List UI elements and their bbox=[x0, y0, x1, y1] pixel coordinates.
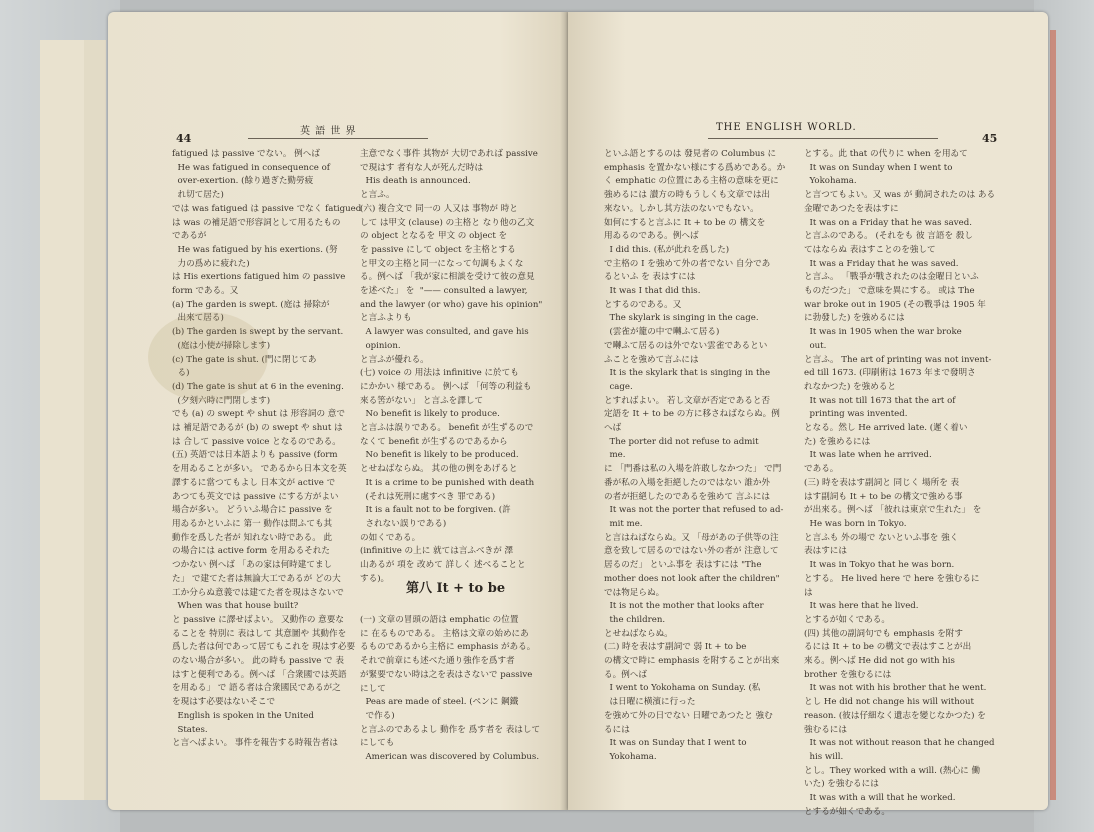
text-line: printing was invented. bbox=[804, 409, 908, 420]
text-line: に勃發した) を強めるには bbox=[804, 313, 905, 324]
text-line: する)。 bbox=[360, 573, 390, 584]
text-line: と言ふよりも bbox=[360, 313, 412, 324]
text-line: とし。They worked with a will. (熱心に 働 bbox=[804, 765, 981, 776]
text-line: とし He did not change his will without bbox=[804, 697, 974, 708]
text-line: He was fatigued by his exertions. (努 bbox=[172, 244, 338, 255]
text-line: It was on a Friday that he was saved. bbox=[804, 217, 972, 228]
text-line: は 補足語であるが (b) の swept や shut は bbox=[172, 423, 343, 434]
text-line: 番が私の入場を拒絕したのではない 誰か外 bbox=[604, 477, 771, 488]
text-line: は bbox=[804, 587, 813, 598]
text-line: 力の爲めに疲れた) bbox=[172, 258, 250, 269]
text-line: 用ゐるのである。例へば bbox=[604, 231, 699, 242]
text-line: It was here that he lived. bbox=[804, 601, 919, 612]
text-line: るといふ を 表はすには bbox=[604, 272, 696, 283]
text-line: reason. (彼は仔細なく遺志を變じなかつた) を bbox=[804, 710, 986, 721]
text-line: opinion. bbox=[360, 340, 401, 351]
book-edge-left-inner bbox=[84, 40, 106, 800]
text-line: と言ふも 外の場で ないといふ事を 強く bbox=[804, 532, 959, 543]
text-line: は was の補足語で形容詞として用るたもの bbox=[172, 217, 341, 228]
text-line: して は甲文 (clause) の主格と なり他の乙文 bbox=[360, 217, 535, 228]
text-line: にかかい 様である。 例へば 「何等の利益も bbox=[360, 381, 532, 392]
text-line: It was I that did this. bbox=[604, 286, 701, 297]
text-line: た) を強めるには bbox=[804, 436, 871, 447]
book-edge-right bbox=[1050, 30, 1056, 800]
text-line: はす副詞も It + to be の構文で強める事 bbox=[804, 491, 963, 502]
text-line: れ切て居た) bbox=[172, 190, 224, 201]
left-page bbox=[108, 12, 568, 810]
text-line: で主格の I を強めて外の者でない 自分であ bbox=[604, 258, 771, 269]
text-line: は日曜に横濱に行った bbox=[604, 697, 696, 708]
text-line: (c) The gate is shut. (門に閉じてあ bbox=[172, 354, 317, 365]
text-line: では was fatigued は passive でなく fatigued bbox=[172, 203, 362, 214]
text-line: It is the skylark that is singing in the bbox=[604, 368, 771, 379]
text-line: (六) 複合文で 同一の 人又は 事物が 時と bbox=[360, 203, 518, 214]
text-line: と言ふ。 The art of printing was not invent- bbox=[804, 354, 992, 365]
text-line: とするのである。又 bbox=[604, 299, 682, 310]
page-number-left: 44 bbox=[176, 132, 192, 145]
text-line: (七) voice の 用法は infinitive に於ても bbox=[360, 368, 519, 379]
text-line: といふ語とするのは 發見者の Columbus に bbox=[604, 149, 777, 159]
text-line: and the lawyer (or who) gave his opinion" bbox=[360, 299, 543, 310]
text-line: It was not till 1673 that the art of bbox=[804, 395, 956, 406]
text-line: を強めて外の日でない 日曜であつたと 強む bbox=[604, 710, 773, 721]
text-line: は His exertions fatigued him の passive bbox=[172, 272, 346, 283]
text-line: over-exertion. (餘り過ぎた勤勞疲 bbox=[172, 176, 314, 187]
text-line: と passive に譯せばよい。 又動作の 意要な bbox=[172, 614, 344, 625]
text-line: (三) 時を表はす副詞と 同じく 場所を 表 bbox=[804, 477, 960, 488]
text-line: と言ふのであるよし 動作を 爲す者を 表はして bbox=[360, 724, 541, 735]
text-line: 場合が多い。 どういふ場合に passive を bbox=[172, 505, 333, 516]
text-line: とするが如くである。 bbox=[804, 614, 890, 625]
text-line: It was in Tokyo that he was born. bbox=[804, 560, 955, 571]
text-line: と言へばよい。 事件を報告する時報告者は bbox=[172, 738, 339, 749]
text-line: It was on Sunday that I went to bbox=[604, 738, 747, 749]
text-line: と言ふのである。 (それをも 彼 言語を 殺し bbox=[804, 231, 973, 242]
text-line: (それは死刑に處すべき 罪である) bbox=[360, 491, 496, 502]
text-line: た」 で建てた者は無論大工であるが どの大 bbox=[172, 573, 341, 584]
text-line: It was late when he arrived. bbox=[804, 450, 932, 461]
text-line: れなかつた) を強めると bbox=[804, 381, 897, 392]
text-line: ふことを強めて言ふには bbox=[604, 354, 699, 365]
text-line: the children. bbox=[604, 614, 666, 625]
text-line: る。例へば bbox=[604, 669, 647, 680]
text-line: とすればよい。 若し文章が否定であると否 bbox=[604, 395, 771, 406]
text-line: 金曜であつたを表はすに bbox=[804, 203, 899, 214]
text-line: の者が拒絕したのであるを強めて 言ふには bbox=[604, 491, 771, 502]
text-line: で囀ふて居るのは外でない雲雀であるとい bbox=[604, 340, 768, 351]
text-line: のない場合が多い。 此の時も passive で 表 bbox=[172, 656, 344, 667]
text-line: と言はねばならぬ。又 「母があの子供等の注 bbox=[604, 532, 779, 543]
text-line: とする。此 that の代りに when を用ゐて bbox=[804, 149, 968, 159]
running-header-left: 英 語 世 界 bbox=[300, 126, 357, 137]
text-line: (infinitive の上に 就ては言ふべきが 澤 bbox=[360, 546, 514, 557]
text-line: であるが bbox=[172, 231, 207, 242]
text-line: (夕刻六時に門閉します) bbox=[172, 395, 271, 406]
text-line: である。 bbox=[804, 464, 839, 475]
text-line: He was fatigued in consequence of bbox=[172, 162, 330, 173]
text-line: Yokohama. bbox=[604, 751, 657, 762]
text-line: cage. bbox=[604, 381, 633, 392]
text-line: It is a fault not to be forgiven. (許 bbox=[360, 505, 511, 516]
text-line: 如何にすると言ふに It + to be の 構文を bbox=[604, 217, 766, 228]
text-line: る。例へば 「我が家に相談を受けて彼の意見 bbox=[360, 272, 535, 283]
running-header-right: THE ENGLISH WORLD. bbox=[716, 122, 857, 133]
text-line: me. bbox=[604, 450, 626, 461]
text-line: とするが如くである。 bbox=[804, 806, 890, 817]
text-line: る) bbox=[172, 368, 190, 379]
text-line: 山あるが 項を 改めて 詳しく 述べることと bbox=[360, 560, 526, 571]
text-line: I went to Yokohama on Sunday. (私 bbox=[604, 683, 761, 694]
text-line: 用ゐるかといふに 第一 動作は問ふても其 bbox=[172, 518, 333, 529]
text-line: mother does not look after the children" bbox=[604, 573, 780, 584]
text-line: るには It + to be の構文で表はすことが出 bbox=[804, 642, 972, 653]
right-page bbox=[568, 12, 1048, 817]
text-line: の構文で時に emphasis を附することが出來 bbox=[604, 656, 780, 667]
left-column-2-section bbox=[360, 614, 558, 765]
text-line: his will. bbox=[804, 751, 844, 762]
text-line: が出來る。例へば 「彼れは東京で生れた」 を bbox=[804, 505, 982, 516]
text-line: When was that house built? bbox=[172, 601, 299, 612]
text-line: と言ふ。 bbox=[360, 190, 395, 201]
text-line: なくて benefit が生ずるのであるから bbox=[360, 436, 508, 447]
text-line: と甲文の主格と同一になって句調もよくな bbox=[360, 258, 524, 269]
text-line: 來る筈がない」 と言ふを譯して bbox=[360, 395, 484, 406]
text-line: ものだつた」 で意味を異にする。 或は The bbox=[804, 286, 975, 297]
text-line: の場合には active form を用ゐるそれた bbox=[172, 546, 331, 557]
section-heading: 第八 It + to be bbox=[406, 581, 506, 596]
text-line: (b) The garden is swept by the servant. bbox=[172, 327, 344, 338]
text-line: (雲雀が籠の中で囀ふて居る) bbox=[604, 327, 720, 338]
text-line: それで前章にも述べた通り強作を爲す者 bbox=[360, 656, 515, 667]
text-line: (二) 時を表はす副詞で 弱 It + to be bbox=[604, 642, 747, 653]
text-line: A lawyer was consulted, and gave his bbox=[360, 327, 529, 338]
text-line: It was with a will that he worked. bbox=[804, 793, 956, 804]
text-line: を用ゐることが多い。 であるから日本文を英 bbox=[172, 464, 347, 475]
text-line: へば bbox=[604, 423, 622, 434]
text-line: brother を強むるには bbox=[804, 669, 892, 680]
text-line: されない誤りである) bbox=[360, 518, 447, 529]
text-line: 爲した者は何であって居てもこれを 現はす必要 bbox=[172, 642, 356, 653]
text-line: るものであるから主格に emphasis がある。 bbox=[360, 642, 536, 653]
text-line: ed till 1673. (印刷術は 1673 年まで發明さ bbox=[804, 368, 976, 379]
text-line: 來る。例へば He did not go with his bbox=[804, 656, 955, 667]
text-line: に 「門番は私の入場を許敢しなかつた」 で門 bbox=[604, 464, 782, 475]
text-line: It is not the mother that looks after bbox=[604, 601, 764, 612]
text-line: No benefit is likely to produce. bbox=[360, 409, 500, 420]
text-line: He was born in Tokyo. bbox=[804, 518, 907, 529]
text-line: で作る) bbox=[360, 710, 395, 721]
text-line: にしても bbox=[360, 738, 395, 749]
text-line: Yokohama. bbox=[804, 176, 857, 187]
text-line: mit me. bbox=[604, 518, 643, 529]
text-line: 居るのだ」 といふ事を 表はすには "The bbox=[604, 560, 762, 571]
header-rule-right bbox=[708, 138, 938, 139]
text-line: にして bbox=[360, 683, 386, 694]
text-line: と言ふが優れる。 bbox=[360, 354, 429, 365]
text-line: 主意でなく事件 其物が 大切であれば passive bbox=[360, 149, 538, 159]
text-line: It was not without reason that he changed bbox=[804, 738, 995, 749]
text-line: と言つてもよい。又 was が 動詞されたのは ある bbox=[804, 190, 996, 201]
text-line: States. bbox=[172, 724, 208, 735]
text-line: とせねばならぬ。 bbox=[604, 628, 673, 639]
text-line: でも (a) の swept や shut は 形容詞の 意で bbox=[172, 409, 345, 420]
page-number-right: 45 bbox=[982, 132, 998, 145]
text-line: とせねばならぬ。 其の他の例をあげると bbox=[360, 464, 518, 475]
text-line: 譯するに當つてもよし 日本文が active で bbox=[172, 477, 336, 488]
text-line: と言ふは誤りである。 benefit が生ずるので bbox=[360, 423, 534, 434]
text-line: の object となるを 甲文 の object を bbox=[360, 231, 508, 242]
text-line: ることを 特別に 表はして 其意圖や 其動作を bbox=[172, 628, 347, 639]
text-line: fatigued は passive でない。 例へば bbox=[172, 149, 320, 159]
text-line: It was in 1905 when the war broke bbox=[804, 327, 962, 338]
text-line: 意を致して居るのではない外の者が 注意して bbox=[604, 546, 779, 557]
text-line: く emphatic の位置にある主格の意味を更に bbox=[604, 176, 779, 187]
text-line: を用ゐる」 で 語る者は合衆國民であるが之 bbox=[172, 683, 341, 694]
header-rule-left bbox=[248, 138, 428, 139]
left-column-1 bbox=[172, 148, 362, 751]
text-line: に 在るものである。 主格は文章の始めにあ bbox=[360, 628, 529, 639]
text-line: いた) を強むるには bbox=[804, 779, 879, 790]
text-line: 強むるには bbox=[804, 724, 847, 735]
text-line: 來ない。しかし其方法のないでもない。 bbox=[604, 203, 759, 214]
text-line: Peas are made of steel. (ペンに 鋼鐵 bbox=[360, 697, 519, 708]
text-line: つかない 例へば 「あの家は何時建てまし bbox=[172, 560, 333, 571]
left-column-2 bbox=[360, 148, 558, 587]
right-column-2 bbox=[804, 148, 1014, 819]
text-line: を passive にして object を主格とする bbox=[360, 244, 516, 255]
text-line: The skylark is singing in the cage. bbox=[604, 313, 759, 324]
text-line: (五) 英語では日本語よりも passive (form bbox=[172, 450, 338, 461]
text-line: を現はす必要はないそこで bbox=[172, 697, 276, 708]
text-line: It was not the porter that refused to ad- bbox=[604, 505, 784, 516]
text-line: てはならぬ 表はすことのを強して bbox=[804, 244, 936, 255]
text-line: English is spoken in the United bbox=[172, 710, 314, 721]
text-line: It was not with his brother that he went. bbox=[804, 683, 987, 694]
text-line: で現はす 者有な人が死んだ時は bbox=[360, 162, 484, 173]
text-line: が緊要でない時は之を表はさないで passive bbox=[360, 669, 533, 680]
text-line: は 合して passive voice となるのである。 bbox=[172, 436, 341, 447]
text-line: (a) The garden is swept. (庭は 掃除が bbox=[172, 299, 330, 310]
text-line: out. bbox=[804, 340, 827, 351]
text-line: を述べた」 を "—— consulted a lawyer, bbox=[360, 286, 528, 297]
text-line: form である。又 bbox=[172, 286, 239, 297]
text-line: It is a crime to be punished with death bbox=[360, 477, 535, 488]
text-line: American was discovered by Columbus. bbox=[360, 752, 540, 763]
text-line: 出來て居る) bbox=[172, 313, 224, 324]
text-line: 動作を爲した者が 知れない時である。 此 bbox=[172, 532, 333, 543]
text-line: と言ふ。 「戰爭が戰されたのは金曜日といふ bbox=[804, 272, 979, 283]
text-line: (一) 文章の冒頭の語は emphatic の位置 bbox=[360, 615, 519, 625]
text-line: (d) The gate is shut at 6 in the evening. bbox=[172, 381, 344, 392]
text-line: では物足らぬ。 bbox=[604, 587, 665, 598]
text-line: emphasis を置かない様にする爲めである。か bbox=[604, 162, 786, 173]
text-line: はすと便利である。例へば 「合衆國では英語 bbox=[172, 669, 347, 680]
text-line: I did this. (私が此れを爲した) bbox=[604, 244, 730, 255]
text-line: となる。然し He arrived late. (遲く着い bbox=[804, 423, 968, 434]
paper-stain bbox=[148, 312, 268, 402]
text-line: No benefit is likely to be produced. bbox=[360, 450, 519, 461]
text-line: His death is announced. bbox=[360, 176, 471, 187]
text-line: の如くである。 bbox=[360, 532, 421, 543]
text-line: (庭は小使が掃除します) bbox=[172, 340, 271, 351]
text-line: とする。 He lived here で here を強むるに bbox=[804, 573, 980, 584]
text-line: るには bbox=[604, 724, 630, 735]
text-line: war broke out in 1905 (その戰爭は 1905 年 bbox=[804, 299, 986, 310]
text-line: The porter did not refuse to admit bbox=[604, 436, 759, 447]
text-line: It was on Sunday when I went to bbox=[804, 162, 953, 173]
text-line: It was a Friday that he was saved. bbox=[804, 258, 959, 269]
text-line: 表はすには bbox=[804, 546, 847, 557]
text-line: あつても英文では passive にする方がよい bbox=[172, 491, 339, 502]
text-line: 工か分らぬ意義では建てた者を現はさないで bbox=[172, 587, 344, 598]
text-line: 強めるには 讃方の時もうしくも文章では出 bbox=[604, 190, 771, 201]
text-line: 定語を It + to be の方に移さねばならぬ。例 bbox=[604, 409, 780, 420]
text-line: (四) 其他の副詞句でも emphasis を附す bbox=[804, 628, 963, 639]
right-column-1 bbox=[604, 148, 804, 765]
